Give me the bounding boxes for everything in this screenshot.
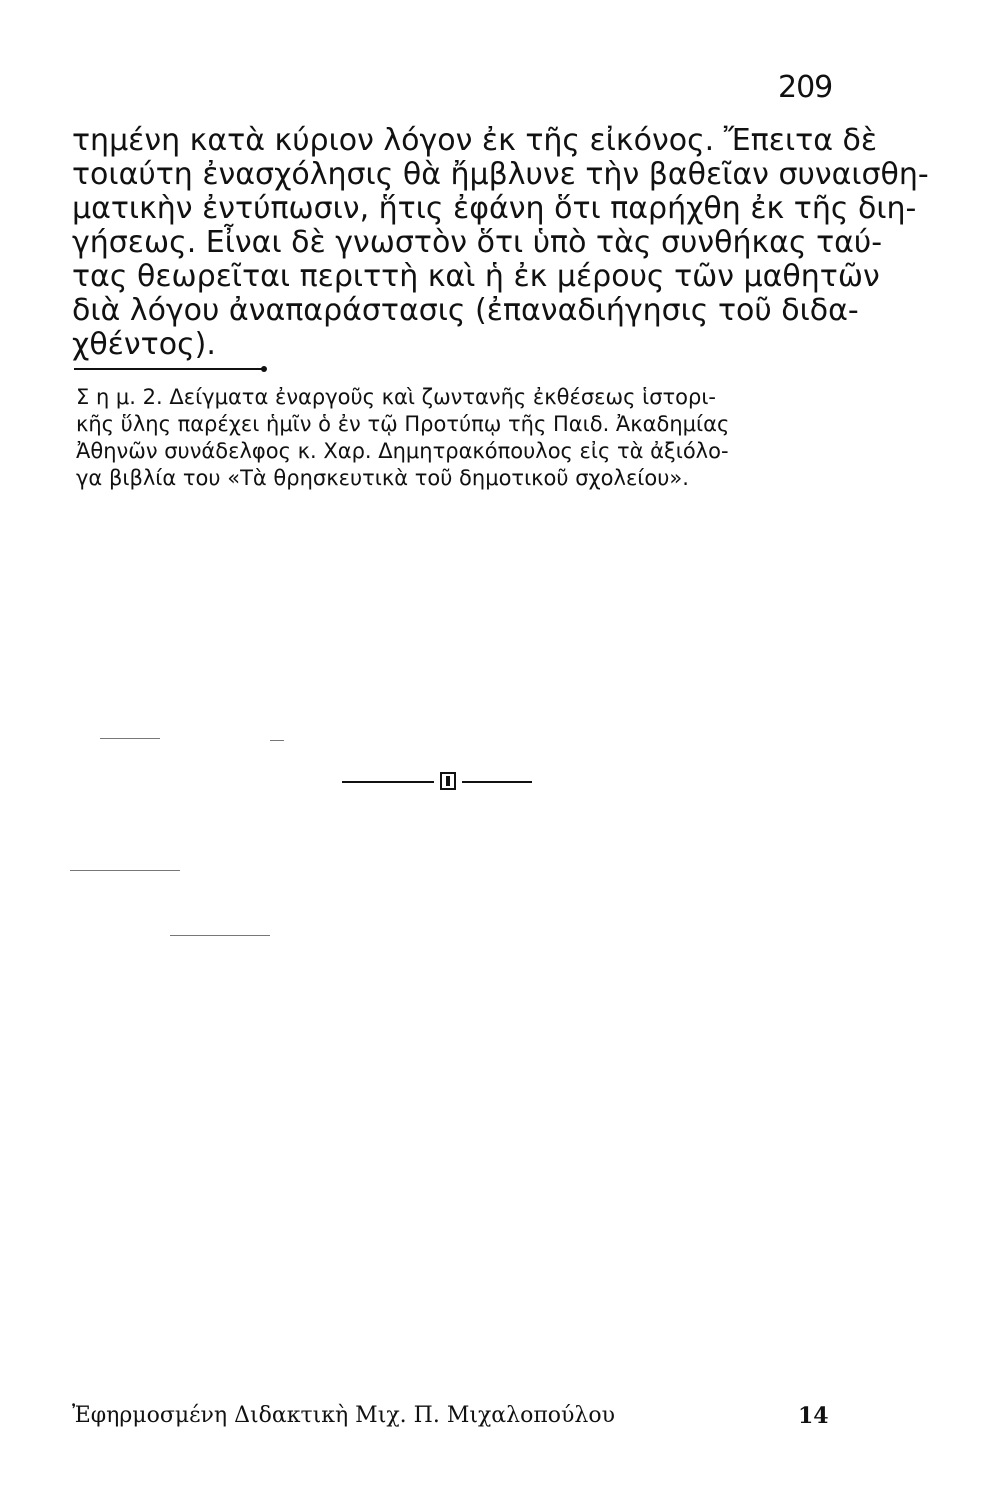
scan-speck [270,740,284,741]
section-end-ornament [342,770,532,794]
body-line: ματικὴν ἐντύπωσιν, ἥτις ἐφάνη ὅτι παρήχθη ἐκ τῆς διη- [72,191,917,226]
ornament-glyph-icon [440,772,456,790]
body-line: γήσεως. Εἶναι δὲ γνωστὸν ὅτι ὑπὸ τὰς συνθήκας ταύ- [72,225,883,260]
footnote [76,384,856,492]
scan-speck [100,738,160,739]
body-text [72,123,929,362]
footnote-line: Σ η μ. 2. Δείγματα ἐναργοῦς καὶ ζωντανῆς ἐκθέσεως ἱστορι- [76,385,717,409]
footnote-separator [74,368,264,370]
footer-signature-number: 14 [798,1403,829,1429]
footer-book-title: Ἐφηρμοσμένη Διδακτικὴ Μιχ. Π. Μιχαλοπούλου [72,1403,615,1428]
footnote-line: Ἀθηνῶν συνάδελφος κ. Χαρ. Δημητρακόπουλος εἰς τὰ ἀξιόλο- [76,439,729,463]
ornament-rule-left [342,781,434,783]
body-line: χθέντος). [72,327,216,362]
footnote-line: γα βιβλία του «Τὰ θρησκευτικὰ τοῦ δημοτικοῦ σχολείου». [76,466,689,490]
page-number: 209 [778,70,833,105]
body-line: τοιαύτη ἐνασχόλησις θὰ ἤμβλυνε τὴν βαθεῖαν συναισθη- [72,157,929,192]
body-line: τας θεωρεῖται περιττὴ καὶ ἡ ἐκ μέρους τῶν μαθητῶν [72,259,880,294]
ornament-rule-right [462,781,532,783]
scan-speck [170,935,270,936]
body-line: τημένη κατὰ κύριον λόγον ἐκ τῆς εἰκόνος. Ἔπειτα δὲ [72,123,878,158]
footnote-line: κῆς ὕλης παρέχει ἡμῖν ὁ ἐν τῷ Προτύπῳ τῆς Παιδ. Ἀκαδημίας [76,412,730,436]
body-line: διὰ λόγου ἀναπαράστασις (ἐπαναδιήγησις τοῦ διδα- [72,293,859,328]
scan-speck [70,870,180,871]
